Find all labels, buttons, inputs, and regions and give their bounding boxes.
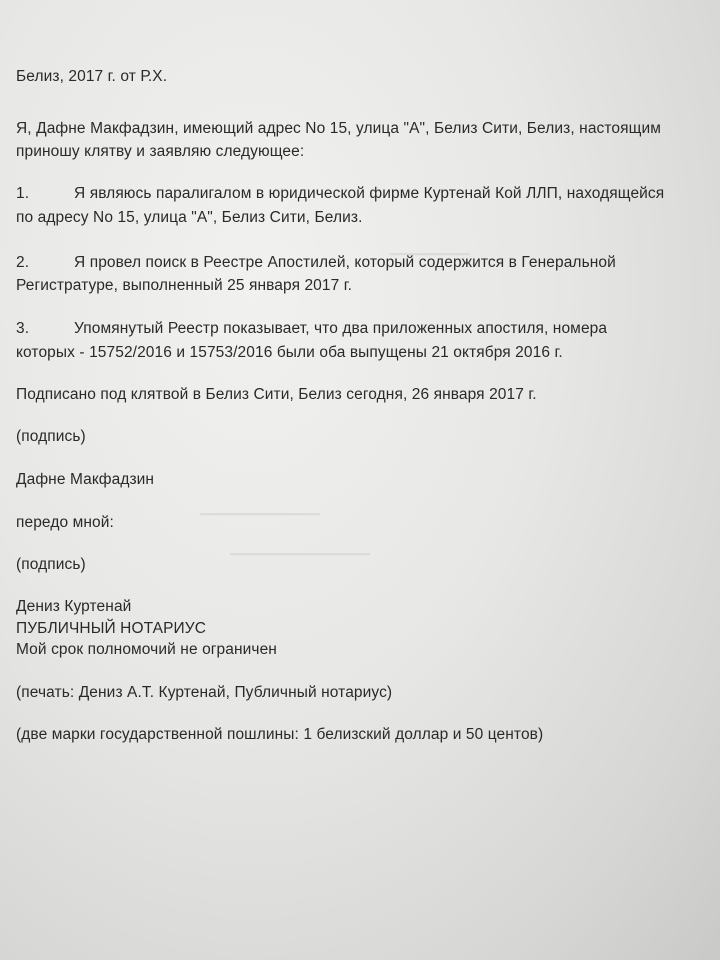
item-3-line-2: которых - 15752/2016 и 15753/2016 были оба выпущены 21 октября 2016 г. — [16, 344, 563, 361]
signature-1: (подпись) — [16, 428, 86, 445]
show-through-texture: ▁▁▁▁▁▁▁▁▁▁▁▁▁▁ — [230, 540, 370, 555]
item-1-line-2: по адресу No 15, улица "А", Белиз Сити, Белиз. — [16, 209, 363, 226]
item-2-line-1 — [16, 254, 616, 272]
show-through-texture: ▁▁▁▁▁▁▁▁ — [390, 240, 470, 255]
seal-note: (печать: Дениз А.Т. Куртенай, Публичный нотариус) — [16, 684, 393, 701]
place-date: Белиз, 2017 г. от Р.Х. — [16, 68, 168, 85]
deponent-name: Дафне Макфадзин — [16, 471, 155, 488]
intro-line-2: приношу клятву и заявляю следующее: — [16, 143, 305, 160]
show-through-texture: ▁▁▁▁▁▁▁▁▁▁▁▁ — [200, 500, 320, 515]
notary-term: Мой срок полномочий не ограничен — [16, 641, 277, 658]
notary-name: Дениз Куртенай — [16, 598, 132, 615]
notary-title: ПУБЛИЧНЫЙ НОТАРИУС — [16, 620, 207, 637]
item-2-number: 2. — [16, 254, 30, 271]
signature-2: (подпись) — [16, 556, 86, 573]
item-1-number: 1. — [16, 185, 30, 202]
before-me: передо мной: — [16, 514, 114, 531]
intro-line-1: Я, Дафне Макфадзин, имеющий адрес No 15, улица "А", Белиз Сити, Белиз, настоящим — [16, 120, 661, 137]
sworn-statement: Подписано под клятвой в Белиз Сити, Белиз сегодня, 26 января 2017 г. — [16, 386, 537, 403]
item-2-text: Я провел поиск в Реестре Апостилей, который содержится в Генеральной — [74, 254, 616, 271]
item-3-text: Упомянутый Реестр показывает, что два приложенных апостиля, номера — [74, 320, 608, 337]
item-1-line-1 — [16, 185, 664, 203]
item-3-number: 3. — [16, 320, 30, 337]
item-2-line-2: Регистратуре, выполненный 25 января 2017 г. — [16, 277, 353, 294]
item-1-text: Я являюсь паралигалом в юридической фирме Куртенай Кой ЛЛП, находящейся — [74, 185, 665, 202]
item-3-line-1 — [16, 320, 607, 338]
stamps-note: (две марки государственной пошлины: 1 белизский доллар и 50 центов) — [16, 726, 544, 743]
